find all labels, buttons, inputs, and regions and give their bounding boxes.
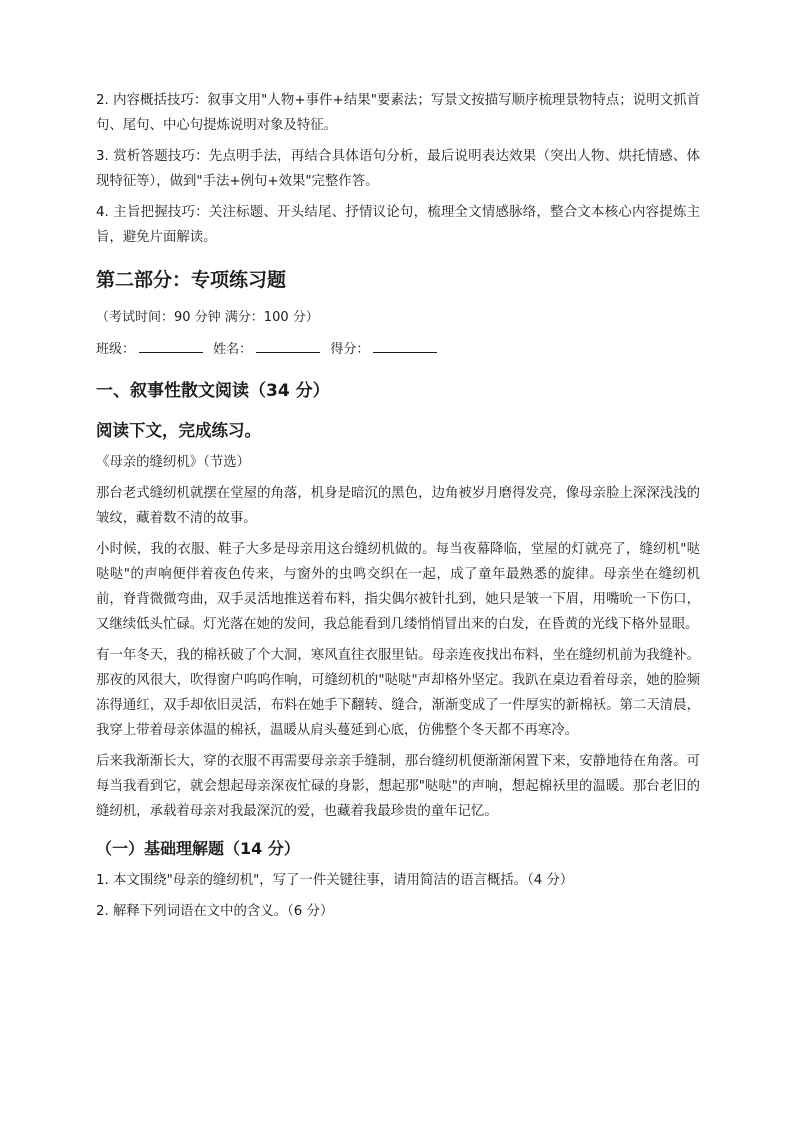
subsection-title: （一）基础理解题（14 分）	[96, 839, 300, 858]
class-label: 班级：	[96, 342, 136, 357]
essay-paragraph-2: 小时候，我的衣服、鞋子大多是母亲用这台缝纫机做的。每当夜幕降临，堂屋的灯就亮了，缝纫机"哒哒哒"的声响便伴着夜色传来，与窗外的虫鸣交织在一起，成了童年最熟悉的旋律。母亲坐在缝纫机前，脊背微微弯曲，双手灵活地推送着布料，指尖偶尔被针扎到，她只是皱一下眉，用嘴吮一下伤口，又继续低头忙碌。灯光落在她的发间，我总能看到几缕悄悄冒出来的白发，在昏黄的光线下格外显眼。	[96, 542, 700, 632]
name-label: 姓名：	[213, 342, 253, 357]
essay-title: 《母亲的缝纫机》（节选）	[96, 455, 250, 470]
section-title: 一、叙事性散文阅读（34 分）	[96, 381, 330, 401]
tip-paragraph-2: 2. 内容概括技巧：叙事文用"人物+事件+结果"要素法；写景文按描写顺序梳理景物特点；说明文抓首句、尾句、中心句提炼说明对象及特征。	[96, 93, 700, 133]
part-title: 第二部分：专项练习题	[96, 269, 287, 291]
question-1: 1. 本文围绕"母亲的缝纫机"，写了一件关键往事，请用简洁的语言概括。（4 分）	[96, 873, 574, 888]
student-fields	[96, 338, 700, 362]
class-blank[interactable]	[139, 338, 203, 353]
document-page	[96, 88, 700, 930]
essay-paragraph-4: 后来我渐渐长大，穿的衣服不再需要母亲亲手缝制，那台缝纫机便渐渐闲置下来，安静地待在角落。可每当我看到它，就会想起母亲深夜忙碌的身影，想起那"哒哒"的声响，想起棉袄里的温暖。那台老旧的缝纫机，承载着母亲对我最深沉的爱，也藏着我最珍贵的童年记忆。	[96, 754, 700, 819]
exam-info: （考试时间：90 分钟 满分：100 分）	[96, 310, 319, 325]
essay-paragraph-3: 有一年冬天，我的棉袄破了个大洞，寒风直往衣服里钻。母亲连夜找出布料，坐在缝纫机前为我缝补。那夜的风很大，吹得窗户呜呜作响，可缝纫机的"哒哒"声却格外坚定。我趴在桌边看着母亲，她的脸频冻得通红，双手却依旧灵活，布料在她手下翻转、缝合，渐渐变成了一件厚实的新棉袄。第二天清晨，我穿上带着母亲体温的棉袄，温暖从肩头蔓延到心底，仿佛整个冬天都不再寒冷。	[96, 648, 700, 738]
score-label: 得分：	[330, 342, 370, 357]
essay-paragraph-1: 那台老式缝纫机就摆在堂屋的角落，机身是暗沉的黑色，边角被岁月磨得发亮，像母亲脸上深深浅浅的皱纹，藏着数不清的故事。	[96, 486, 700, 526]
tip-paragraph-4: 4. 主旨把握技巧：关注标题、开头结尾、抒情议论句，梳理全文情感脉络，整合文本核心内容提炼主旨，避免片面解读。	[96, 205, 700, 245]
score-blank[interactable]	[373, 338, 437, 353]
name-blank[interactable]	[256, 338, 320, 353]
question-2: 2. 解释下列词语在文中的含义。（6 分）	[96, 904, 334, 919]
tip-paragraph-3: 3. 赏析答题技巧：先点明手法，再结合具体语句分析，最后说明表达效果（突出人物、烘托情感、体现特征等），做到"手法+例句+效果"完整作答。	[96, 149, 700, 189]
reading-instruction: 阅读下文，完成练习。	[96, 421, 261, 440]
